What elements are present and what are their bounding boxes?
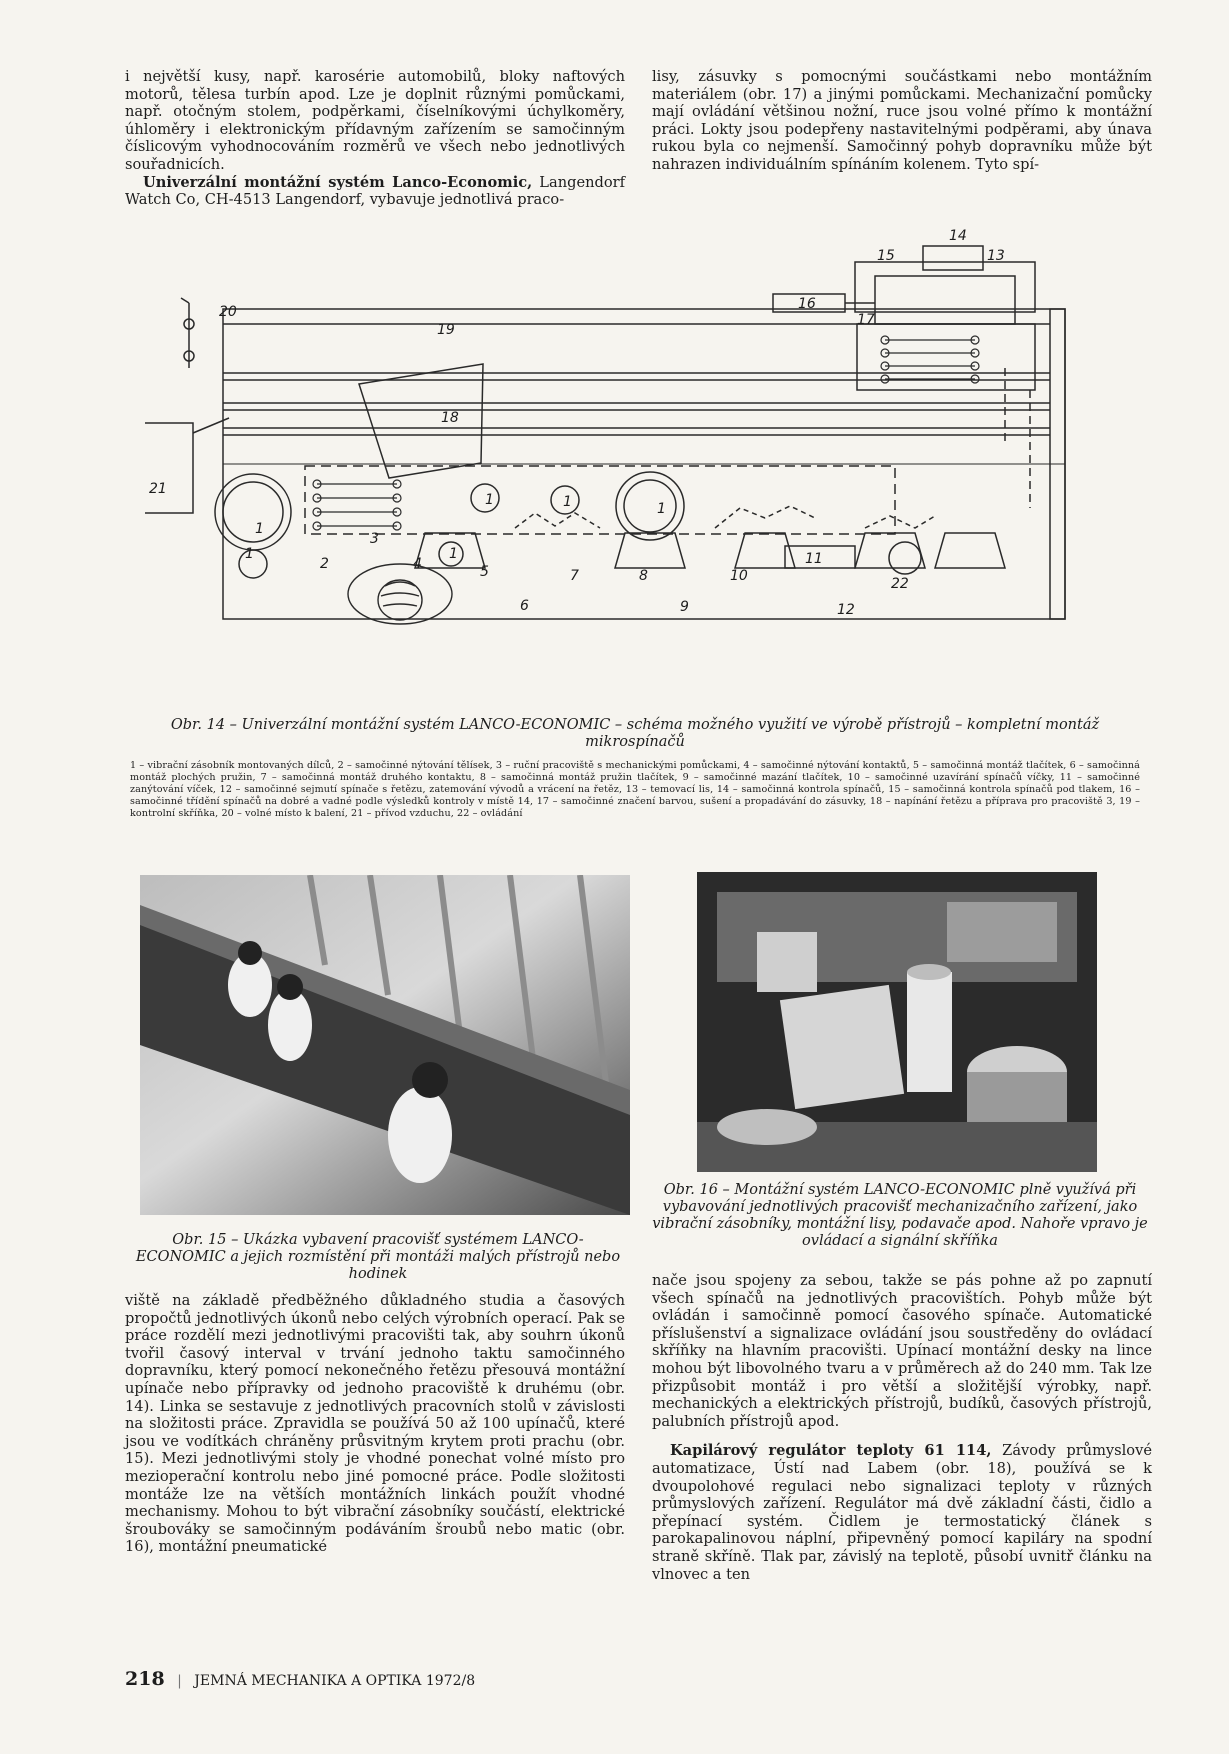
journal-title: JEMNÁ MECHANIKA A OPTIKA 1972/8 [194, 1673, 476, 1689]
bottom-right-paragraph-2 [652, 1442, 1152, 1583]
label-16: 15 [877, 248, 895, 264]
label-18: 17 [857, 312, 875, 328]
figure-15-photo [140, 875, 630, 1215]
label-17: 16 [798, 296, 816, 312]
bottom-right-column [652, 1272, 1152, 1583]
unit-14-16 [875, 276, 1015, 324]
figure-14-legend: 1 – vibrační zásobník montovaných dílců, 2 – samočinné nýtování tělísek, 3 – ruční pracoviště s mechanickými pomůckami, 4 – samočinné nýtování kontaktů, 5 – samočinná montáž tlačítek, 6 – samočinná montáž plochých pružin, 7 – samočinná montáž druhého kontaktu, 8 – samočinná montáž pružin tlačítek, 9 – samočinné mazání tlačítek, 10 – samočinné uzavírání spínačů víčky, 11 – samočinné zanýtování víček, 12 – samočinné sejmutí spínače s řetězu, zatemování vývodů a vrácení na řetěz, 13 – temovací lis, 14 – samočinná kontrola spínačů, 15 – samočinná kontrola spínačů pod tlakem, 16 – samočinné třídění spínačů na dobré a vadné podle výsledků kontroly v místě 14, 17 – samočinné značení barvou, sušení a propadávání do zásuvky, 18 – napínání řetězu a příprava pro pracoviště 3, 19 – kontrolní skříňka, 20 – volné místo k balení, 21 – přívod vzduchu, 22 – ovládání [130, 760, 1140, 819]
label-13: 22 [891, 576, 909, 592]
label-1b: 1 [245, 546, 254, 562]
label-20: 19 [437, 322, 455, 338]
top-right-paragraph: lisy, zásuvky s pomocnými součástkami nebo montážním materiálem (obr. 17) a jinými pomůckami. Mechanizační pomůcky mají ovládání většinou nožní, ruce jsou volné přímo k montážní práci. Lokty jsou podepřeny nastavitelnými podpěrami, aby únava rukou byla co nejmenší. Samočinný pohyb dopravníku může být nahrazen individuálním spínáním kolenem. Tyto spí- [652, 68, 1152, 173]
figure-16-caption: Obr. 16 – Montážní systém LANCO-ECONOMIC plně využívá při vybavování jednotlivých pracovišť mechanizačního zařízení, jako vibrační zásobníky, montážní lisy, podavače apod. Nahoře vpravo je ovládací a signální skříňka [652, 1182, 1148, 1249]
control-box-19 [359, 364, 483, 478]
label-12: 12 [837, 602, 855, 618]
label-1c: 1 [449, 546, 458, 562]
top-left-column [125, 68, 625, 209]
label-1d: 1 [485, 492, 494, 508]
footer-divider: | [177, 1673, 182, 1689]
control-unit-15 [923, 246, 983, 270]
label-6: 6 [520, 598, 529, 614]
lanco-heading: Univerzální montážní systém Lanco-Economic, [143, 173, 533, 191]
label-1f: 1 [657, 501, 666, 517]
label-4: 4 [413, 556, 422, 572]
label-15: 14 [949, 228, 967, 244]
label-19: 18 [441, 410, 459, 426]
label-7: 7 [570, 568, 579, 584]
label-1a: 1 [255, 521, 264, 537]
top-right-column [652, 68, 1152, 174]
vibratory-feeders [215, 472, 684, 578]
label-2: 2 [320, 556, 329, 572]
operator-figure [348, 564, 452, 624]
page-footer [125, 1668, 475, 1690]
label-11: 11 [805, 551, 823, 567]
lower-conveyor-zone [223, 464, 1065, 619]
figure-15-caption: Obr. 15 – Ukázka vybavení pracovišť systémem LANCO-ECONOMIC a jejich rozmístění při montáži malých přístrojů nebo hodinek [135, 1232, 621, 1282]
lanco-text: Langendorf Watch Co, CH-4513 Langendorf, vybavuje jednotlivá praco- [125, 173, 625, 209]
top-left-paragraph-1: i největší kusy, např. karosérie automobilů, bloky naftových motorů, tělesa turbín apod. Lze je doplnit různými pomůckami, např. otočným stolem, podpěrkami, číselníkovými úchylkoměry, úhloměry i elektronickým přídavným zařízením se samočinným číslicovým vyhodnocováním rozměrů ve všech nebo jednotlivých souřadnicích. [125, 68, 625, 173]
label-14: 13 [987, 248, 1005, 264]
figure-14-caption: Obr. 14 – Univerzální montážní systém LANCO-ECONOMIC – schéma možného využití ve výrobě přístrojů – kompletní montáž mikrospínačů [170, 717, 1100, 750]
bottom-right-paragraph-1: nače jsou spojeny za sebou, takže se pás pohne až po zapnutí všech spínačů na jednotlivých pracovištích. Pohyb může být ovládán i samočinně pomocí časového spínače. Automatické příslušenství a signalizace ovládání jsou soustředěny do ovládací skříňky na hlavním pracovišti. Upínací montážní desky na lince mohou být libovolného tvaru a v průměrech až do 240 mm. Tak lze přizpůsobit montáž i pro větší a složitější výrobky, např. mechanických a elektrických přístrojů, budíků, časových přístrojů, palubních přístrojů apod. [652, 1272, 1152, 1430]
label-21: 20 [219, 304, 237, 320]
label-22: 21 [149, 481, 167, 497]
figure-14-diagram [145, 228, 1145, 710]
label-3: 3 [370, 531, 379, 547]
box-22 [145, 423, 193, 513]
label-8: 8 [639, 568, 648, 584]
label-5: 5 [480, 564, 489, 580]
bottom-left-column [125, 1292, 625, 1556]
page-number: 218 [125, 1668, 165, 1690]
top-left-paragraph-2 [125, 174, 625, 209]
label-10: 10 [730, 568, 748, 584]
bottom-left-paragraph: viště na základě předběžného důkladného studia a časových propočtů jednotlivých úkonů nebo celých výrobních operací. Pak se práce rozdělí mezi jednotlivými pracovišti tak, aby souhrn úkonů tvořil časový interval v trvání jednoho taktu samočinného dopravníku, který pomocí nekonečného řetězu přesouvá montážní upínače nebo přípravky od jednoho pracoviště k druhému (obr. 14). Linka se sestavuje z jednotlivých pracovních stolů v závislosti na složitosti práce. Zpravidla se používá 50 až 100 upínačů, které jsou ve vodítkách chráněny průsvitným krytem proti prachu (obr. 15). Mezi jednotlivými stoly je vhodné ponechat volné místo pro mezioperační kontrolu nebo jiné pomocné práce. Podle složitosti montáže lze na větších montážních linkách použít vhodné mechanismy. Mohou to být vibrační zásobníky součástí, elektrické šroubováky se samočinným podáváním šroubů nebo matic (obr. 16), montážní pneumatické [125, 1292, 625, 1556]
regulator-heading: Kapilárový regulátor teploty 61 114, [670, 1442, 992, 1460]
label-9: 9 [680, 599, 689, 615]
label-1e: 1 [563, 494, 572, 510]
regulator-text: Závody průmyslové automatizace, Ústí nad Labem (obr. 18), používá se k dvoupolohové regulaci nebo signalizaci teploty v různých průmyslových zařízení. Regulátor má dvě základní části, čidlo a přepínací systém. Čidlem je termostatický článek s parokapalinovou náplní, připevněný pomocí kapiláry na spodní straně skříně. Tlak par, závislý na teplotě, působí uvnitř článku na vlnovec a ten [652, 1442, 1152, 1583]
figure-16-photo [697, 872, 1097, 1172]
